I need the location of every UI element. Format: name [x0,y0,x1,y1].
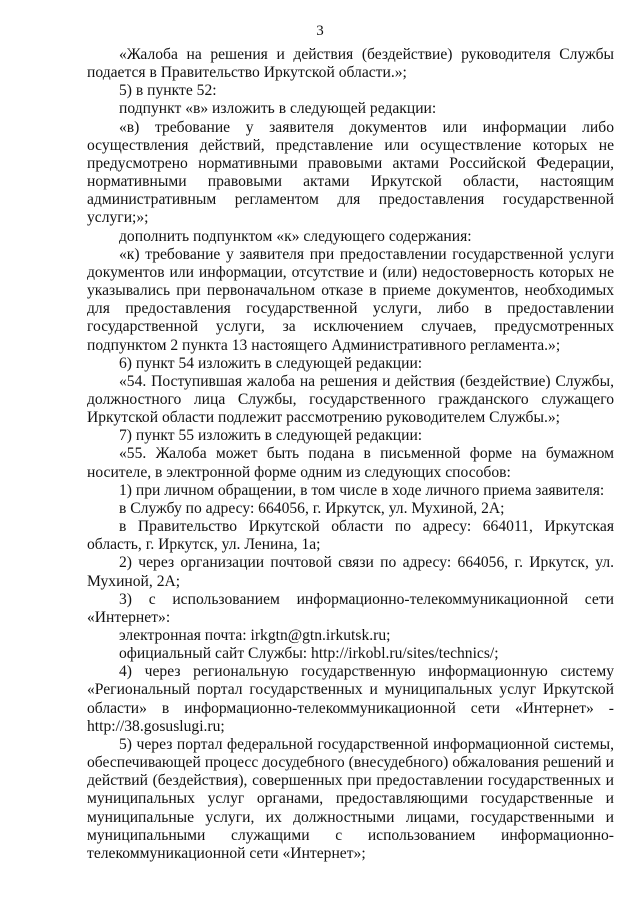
paragraph: «Жалоба на решения и действия (бездействие) руководителя Службы подается в Правительство Иркутской области.»; [87,46,614,82]
paragraph: официальный сайт Службы: http://irkobl.ru/sites/technics/; [119,645,499,663]
paragraph: 6) пункт 54 изложить в следующей редакции: [119,354,423,372]
paragraph: «к) требование у заявителя при предоставлении государственной услуги документов или информации, отсутствие и (или) недостоверность которых не указывались при первоначальном отказе в приеме документов, необходимых для предоставления государственной услуги, либо в предоставлении государственной услуги, за исключением случаев, предусмотренных подпунктом 2 пункта 13 настоящего Административного регламента.»; [87,245,614,354]
paragraph: 3) с использованием информационно-телекоммуникационной сети «Интернет»: [87,590,614,626]
paragraph: «55. Жалоба может быть подана в письменной форме на бумажном носителе, в электронной форме одним из следующих способов: [87,445,614,481]
paragraph: 2) через организации почтовой связи по адресу: 664056, г. Иркутск, ул. Мухиной, 2А; [87,554,614,590]
paragraph: дополнить подпунктом «к» следующего содержания: [119,227,472,245]
paragraph: «54. Поступившая жалоба на решения и действия (бездействие) Службы, должностного лица Службы, государственного гражданского служащего Иркутской области подлежит рассмотрению руководителем Службы.»; [87,372,614,427]
paragraph: подпункт «в» изложить в следующей редакции: [119,100,437,118]
paragraph: 4) через региональную государственную информационную систему «Региональный портал государственных и муниципальных услуг Иркутской области» в информационно-телекоммуникационной сети «Интернет» - http://38.gosuslugi.ru; [87,663,614,735]
paragraph: в Службу по адресу: 664056, г. Иркутск, ул. Мухиной, 2А; [119,499,505,517]
paragraph: 1) при личном обращении, в том числе в ходе личного приема заявителя: [119,481,605,499]
paragraph: в Правительство Иркутской области по адресу: 664011, Иркутская область, г. Иркутск, ул. Ленина, 1а; [87,518,614,554]
document-body [87,46,614,863]
paragraph: 5) в пункте 52: [119,82,217,100]
paragraph: электронная почта: irkgtn@gtn.irkutsk.ru; [119,627,391,644]
page-number: 3 [316,23,324,39]
paragraph: «в) требование у заявителя документов или информации либо осуществления действий, представление или осуществление которых не предусмотрено нормативными правовыми актами Российской Федерации, нормативными правовыми актами Иркутской области, настоящим административным регламентом для предоставления государственной услуги;»; [87,118,614,227]
paragraph: 5) через портал федеральной государственной информационной системы, обеспечивающей процесс досудебного (внесудебного) обжалования решений и действий (бездействия), совершенных при предоставлении государственных и муниципальных услуг органами, предоставляющими государственные и муниципальные услуги, их должностными лицами, государственными и муниципальными служащими с использованием информационно-телекоммуникационной сети «Интернет»; [87,735,614,862]
paragraph: 7) пункт 55 изложить в следующей редакции: [119,427,423,445]
